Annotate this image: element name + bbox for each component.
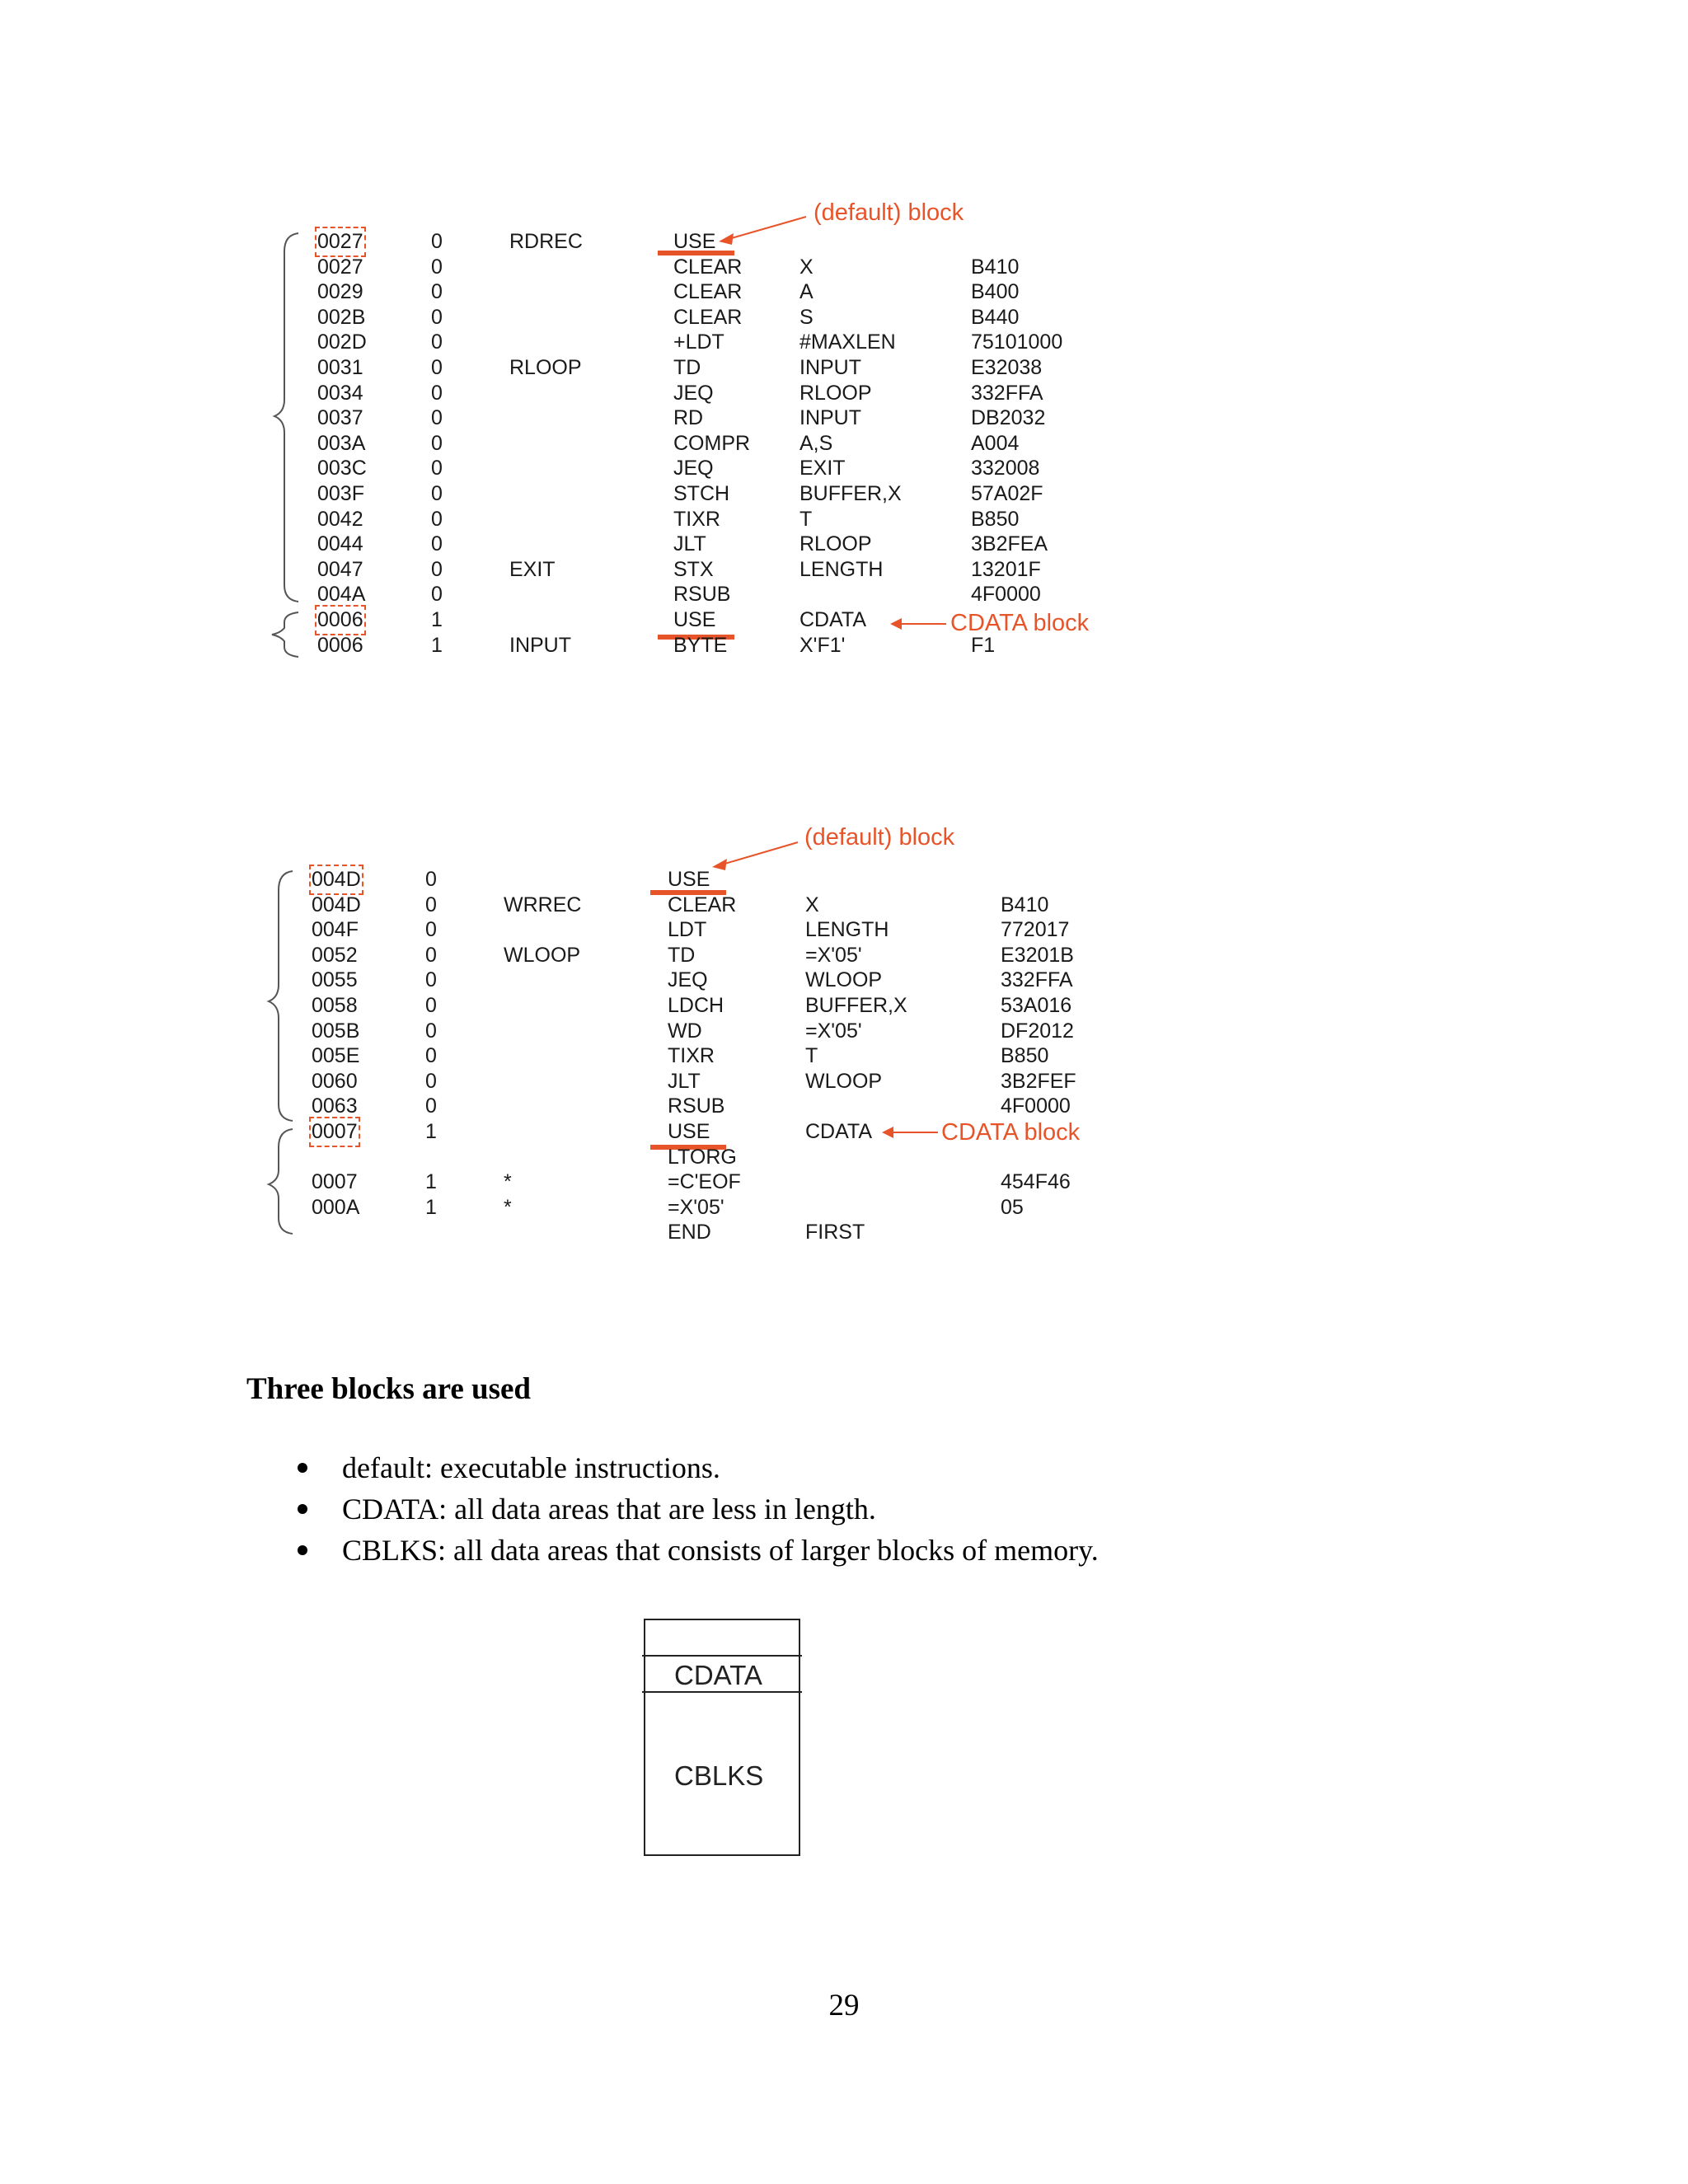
operand-cell: BUFFER,X <box>805 994 907 1017</box>
location-cell: 003C <box>317 457 367 480</box>
object-code-cell: DF2012 <box>1001 1019 1074 1043</box>
block-cell: 0 <box>431 406 443 430</box>
operand-cell: T <box>799 507 813 531</box>
bullet-dot <box>298 1545 307 1555</box>
block-cell: 0 <box>425 1019 437 1043</box>
opcode-cell: STX <box>673 557 714 581</box>
opcode-cell: CLEAR <box>673 280 743 304</box>
block-cell: 0 <box>425 1069 437 1093</box>
opcode-cell: =C'EOF <box>668 1170 741 1194</box>
block-cell: 0 <box>431 280 443 304</box>
label-cell: RDREC <box>509 230 583 253</box>
object-code-cell: 13201F <box>971 557 1041 581</box>
opcode-cell: USE <box>673 230 716 253</box>
divider-top <box>642 1655 802 1657</box>
opcode-cell: JLT <box>673 532 706 556</box>
operand-cell: =X'05' <box>805 1019 862 1043</box>
opcode-cell: CLEAR <box>673 255 743 279</box>
block-cell: 1 <box>425 1120 437 1143</box>
page-number: 29 <box>828 1989 860 2022</box>
bullet-dot <box>298 1504 307 1514</box>
section-heading: Three blocks are used <box>246 1372 532 1406</box>
label-cell: WLOOP <box>504 943 581 967</box>
bullet-text: CDATA: all data areas that are less in length. <box>342 1493 876 1526</box>
annotation-cdata-block: CDATA block <box>950 610 1090 636</box>
opcode-cell: CLEAR <box>668 893 737 916</box>
location-cell: 0060 <box>312 1069 358 1093</box>
opcode-cell: STCH <box>673 482 730 505</box>
location-cell: 0006 <box>317 608 363 631</box>
block-cell: 1 <box>431 608 443 631</box>
bullet-item <box>293 1447 1099 1488</box>
block-cell: 0 <box>431 532 443 556</box>
location-cell: 0058 <box>312 994 358 1017</box>
object-code-cell: 3B2FEA <box>971 532 1048 556</box>
object-code-cell: F1 <box>971 633 996 657</box>
location-cell: 000A <box>312 1195 360 1219</box>
operand-cell: WLOOP <box>805 968 883 992</box>
object-code-cell: 772017 <box>1001 918 1070 942</box>
block-cell: 1 <box>431 633 443 657</box>
object-code-cell: B850 <box>971 507 1020 531</box>
location-cell: 0047 <box>317 557 363 581</box>
opcode-cell: JLT <box>668 1069 701 1093</box>
block-cell: 1 <box>425 1170 437 1194</box>
segment-cblks: CBLKS <box>674 1760 764 1791</box>
location-cell: 0027 <box>317 255 363 279</box>
location-cell: 0044 <box>317 532 363 556</box>
location-cell: 003F <box>317 482 364 505</box>
label-cell: * <box>504 1170 512 1194</box>
object-code-cell: B410 <box>1001 893 1049 916</box>
operand-cell: INPUT <box>799 356 861 379</box>
location-cell: 0042 <box>317 507 363 531</box>
operand-cell: T <box>805 1044 818 1068</box>
object-code-cell: A004 <box>971 431 1020 455</box>
operand-cell: =X'05' <box>805 943 862 967</box>
location-cell: 0037 <box>317 406 363 430</box>
opcode-cell: USE <box>673 608 716 631</box>
opcode-cell: LTORG <box>668 1145 737 1169</box>
location-cell: 005B <box>312 1019 360 1043</box>
object-code-cell: B400 <box>971 280 1020 304</box>
location-cell: 0029 <box>317 280 363 304</box>
opcode-cell: LDT <box>668 918 707 942</box>
opcode-cell: JEQ <box>668 968 708 992</box>
block-cell: 0 <box>431 305 443 329</box>
operand-cell: A,S <box>799 431 833 455</box>
location-cell: 0007 <box>312 1120 358 1143</box>
opcode-cell: RSUB <box>668 1094 725 1118</box>
operand-cell: FIRST <box>805 1221 865 1244</box>
opcode-cell: TD <box>668 943 696 967</box>
label-cell: EXIT <box>509 557 556 581</box>
block-cell: 0 <box>425 1094 437 1118</box>
location-cell: 0063 <box>312 1094 358 1118</box>
object-code-cell: 454F46 <box>1001 1170 1071 1194</box>
object-code-cell: 53A016 <box>1001 994 1072 1017</box>
operand-cell: RLOOP <box>799 381 872 405</box>
location-cell: 002D <box>317 330 367 354</box>
location-cell: 003A <box>317 431 366 455</box>
operand-cell: CDATA <box>799 608 867 631</box>
operand-cell: EXIT <box>799 457 846 480</box>
annotation-default-block: (default) block <box>814 199 964 226</box>
object-code-cell: 3B2FEF <box>1001 1069 1076 1093</box>
location-cell: 002B <box>317 305 366 329</box>
divider-cdata <box>642 1691 802 1693</box>
location-cell: 004A <box>317 583 366 607</box>
bullet-text: CBLKS: all data areas that consists of larger blocks of memory. <box>342 1534 1099 1567</box>
object-code-cell: 4F0000 <box>1001 1094 1071 1118</box>
location-cell: 0052 <box>312 943 358 967</box>
operand-cell: A <box>799 280 814 304</box>
opcode-cell: =X'05' <box>668 1195 724 1219</box>
location-cell: 0007 <box>312 1170 358 1194</box>
segment-cdata: CDATA <box>674 1660 762 1690</box>
block-cell: 0 <box>431 557 443 581</box>
block-cell: 0 <box>425 1044 437 1068</box>
operand-cell: X <box>805 893 819 916</box>
arrow-default-block <box>722 842 798 865</box>
block-cell: 0 <box>425 868 437 891</box>
opcode-cell: CLEAR <box>673 305 743 329</box>
operand-cell: S <box>799 305 814 329</box>
object-code-cell: 332FFA <box>971 381 1043 405</box>
location-cell: 0031 <box>317 356 363 379</box>
location-cell: 004F <box>312 918 359 942</box>
label-cell: * <box>504 1195 512 1219</box>
opcode-cell: LDCH <box>668 994 724 1017</box>
operand-cell: RLOOP <box>799 532 872 556</box>
bullet-dot <box>298 1463 307 1473</box>
block-cell: 0 <box>431 330 443 354</box>
object-code-cell: 57A02F <box>971 482 1043 505</box>
block-cell: 0 <box>425 943 437 967</box>
annotation-cdata-block: CDATA block <box>941 1119 1081 1146</box>
object-code-cell: B410 <box>971 255 1020 279</box>
block-cell: 0 <box>425 994 437 1017</box>
object-code-cell: 05 <box>1001 1195 1024 1219</box>
opcode-cell: BYTE <box>673 633 728 657</box>
location-cell: 0027 <box>317 230 363 253</box>
opcode-cell: USE <box>668 868 710 891</box>
block-cell: 0 <box>431 381 443 405</box>
object-code-cell: 75101000 <box>971 330 1063 354</box>
location-cell: 0055 <box>312 968 358 992</box>
brace-block-1 <box>269 1129 293 1234</box>
operand-cell: LENGTH <box>799 557 884 581</box>
label-cell: INPUT <box>509 633 571 657</box>
operand-cell: #MAXLEN <box>799 330 896 354</box>
opcode-cell: TIXR <box>673 507 720 531</box>
operand-cell: CDATA <box>805 1120 873 1143</box>
memory-diagram <box>644 1619 800 1856</box>
operand-cell: LENGTH <box>805 918 889 942</box>
block-cell: 0 <box>425 918 437 942</box>
opcode-cell: END <box>668 1221 711 1244</box>
opcode-cell: USE <box>668 1120 710 1143</box>
opcode-cell: RSUB <box>673 583 731 607</box>
bullet-item <box>293 1530 1099 1571</box>
object-code-cell: E32038 <box>971 356 1043 379</box>
label-cell: RLOOP <box>509 356 582 379</box>
brace-block-0 <box>269 871 293 1121</box>
object-code-cell: E3201B <box>1001 943 1074 967</box>
opcode-cell: JEQ <box>673 457 714 480</box>
label-cell: WRREC <box>504 893 582 916</box>
block-cell: 0 <box>431 230 443 253</box>
operand-cell: WLOOP <box>805 1069 883 1093</box>
opcode-cell: TIXR <box>668 1044 715 1068</box>
location-cell: 004D <box>312 868 361 891</box>
object-code-cell: 4F0000 <box>971 583 1041 607</box>
annotation-default-block: (default) block <box>804 824 955 851</box>
block-cell: 0 <box>431 431 443 455</box>
bullet-text: default: executable instructions. <box>342 1451 720 1484</box>
operand-cell: INPUT <box>799 406 861 430</box>
location-cell: 0034 <box>317 381 363 405</box>
object-code-cell: B440 <box>971 305 1020 329</box>
opcode-cell: COMPR <box>673 431 751 455</box>
opcode-cell: JEQ <box>673 381 714 405</box>
block-cell: 0 <box>431 583 443 607</box>
opcode-cell: TD <box>673 356 701 379</box>
object-code-cell: 332FFA <box>1001 968 1073 992</box>
block-cell: 0 <box>431 507 443 531</box>
opcode-cell: WD <box>668 1019 702 1043</box>
bullet-item <box>293 1488 1099 1530</box>
block-cell: 0 <box>425 968 437 992</box>
block-cell: 0 <box>431 356 443 379</box>
object-code-cell: DB2032 <box>971 406 1046 430</box>
block-cell: 1 <box>425 1195 437 1219</box>
block-cell: 0 <box>431 482 443 505</box>
object-code-cell: 332008 <box>971 457 1040 480</box>
block-cell: 0 <box>431 255 443 279</box>
location-cell: 0006 <box>317 633 363 657</box>
block-cell: 0 <box>431 457 443 480</box>
location-cell: 005E <box>312 1044 360 1068</box>
operand-cell: BUFFER,X <box>799 482 902 505</box>
object-code-cell: B850 <box>1001 1044 1049 1068</box>
operand-cell: X'F1' <box>799 633 846 657</box>
opcode-cell: RD <box>673 406 704 430</box>
opcode-cell: +LDT <box>673 330 724 354</box>
operand-cell: X <box>799 255 814 279</box>
bullet-list <box>293 1447 1099 1571</box>
block-cell: 0 <box>425 893 437 916</box>
location-cell: 004D <box>312 893 361 916</box>
